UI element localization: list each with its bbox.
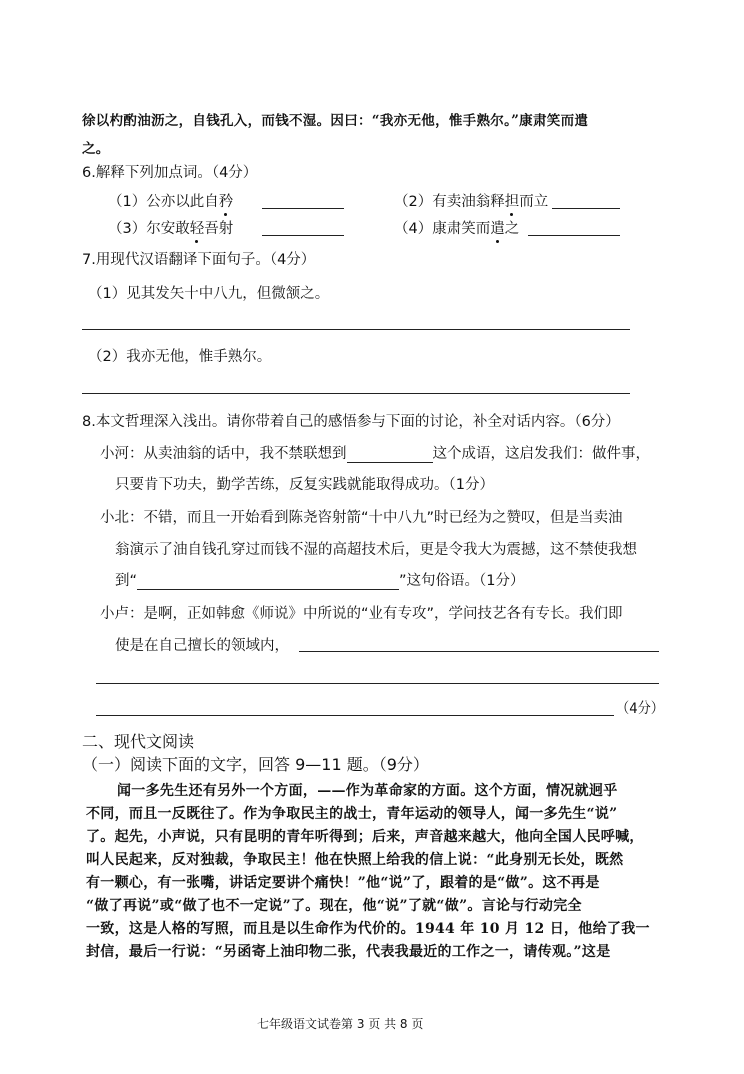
answer-blank[interactable] [137,575,399,590]
item-text: 而立 [519,194,549,210]
passage-line: 叫人民起来，反对独裁，争取民主！他在快照上给我的信上说：“此身别无长处，既然 [86,852,624,868]
answer-blank[interactable] [528,235,620,236]
answer-blank[interactable] [262,208,344,209]
passage-line: 一致，这是人格的写照，而且是以生命作为代价的。1944 年 10 月 12 日，他给了我一 [86,921,650,937]
answer-blank[interactable] [262,235,344,236]
answer-blank[interactable] [552,208,620,209]
answer-line[interactable] [299,651,659,652]
passage-line: 有一颗心，有一张嘴，讲话定要讲个痛快！”他“说”了，跟着的是“做”。这不再是 [86,875,600,891]
passage-line: 了。起先，小声说，只有昆明的青年听得到；后来，声音越来越大，他向全国人民呼喊， [86,829,644,845]
passage-line: 不同，而且一反既往了。作为争取民主的战士，青年运动的领导人，闻一多先生“说” [86,806,618,822]
answer-line[interactable] [82,329,630,330]
dialogue-text: 这个成语，这启发我们：做件事， [432,446,650,462]
answer-line[interactable] [96,683,659,684]
dialogue-text: 翁演示了油自钱孔穿过而钱不湿的高超技术后，更是令我大为震撼，这不禁使我想 [115,542,637,558]
dialogue-text: 使是在自己擅长的领域内， [115,638,289,654]
passage-line: 封信，最后一行说：“另函寄上油印物二张，代表我最近的工作之一，请传观。”这是 [86,944,611,960]
dialogue-text: 只要肯下功夫，勤学苦练，反复实践就能取得成功。（1分） [115,477,494,493]
dialogue-text: 小河：从卖油翁的话中，我不禁联想到 [100,446,347,462]
dialogue-xiaolu: 小卢：是啊，正如韩愈《师说》中所说的“业有专攻”，学问技艺各有专长。我们即 [100,606,623,622]
dotted-word: 矜 [218,194,234,210]
item-text: 吾射 [204,221,234,237]
item-number: （1） [108,194,147,210]
dialogue-text: 到“ [115,573,138,589]
answer-line[interactable] [82,393,630,394]
q6-item-1 [108,193,233,211]
item-number: （4） [394,221,433,237]
dotted-word: 遣 [490,221,505,237]
passage-line: 闻一多先生还有另外一个方面，——作为革命家的方面。这个方面，情况就迥乎 [117,783,618,799]
answer-line[interactable] [96,715,614,716]
item-number: （2） [394,194,433,210]
item-text: 之 [504,221,520,237]
score-label: （4分） [616,701,664,717]
q6-item-3 [108,220,233,238]
question-6-title: 6.解释下列加点词。（4分） [82,165,258,181]
item-text: 公亦以此自 [146,194,219,210]
question-7-title: 7.用现代汉语翻译下面句子。（4分） [82,252,316,268]
item-number: （3） [108,221,147,237]
dotted-word: 担 [504,194,520,210]
question-8-title: 8.本文哲理深入浅出。请你带着自己的感悟参与下面的讨论，补全对话内容。（6分） [82,414,620,430]
section-subtitle: （一）阅读下面的文字，回答 9—11 题。（9分） [82,755,429,774]
item-text: 有卖油翁释 [432,194,505,210]
q7-sentence-2: （2）我亦无他，惟手熟尔。 [88,349,272,365]
answer-blank[interactable] [347,448,433,463]
dotted-word: 轻 [189,221,205,237]
item-text: 康肃笑而 [432,221,491,237]
dialogue-text: ”这句俗语。（1分） [399,573,525,589]
passage-line: “做了再说”或“做了也不一定说”了。现在，他“说”了就“做”。言论与行动完全 [86,898,582,914]
dialogue-xiaobei: 小北：不错，而且一开始看到陈尧咨射箭“十中八九”时已经为之赞叹，但是当卖油 [100,510,623,526]
q6-item-2 [394,193,548,211]
q6-item-4 [394,220,519,238]
item-text: 尔安敢 [146,221,190,237]
passage-line: 徐以杓酌油沥之，自钱孔入，而钱不湿。因曰：“我亦无他，惟手熟尔。”康肃笑而遣 [82,113,589,129]
q7-sentence-1: （1）见其发矢十中八九，但微颔之。 [88,286,330,302]
dialogue-text [115,572,525,590]
section-title: 二、现代文阅读 [82,732,195,751]
dialogue-xiaohe [100,445,650,463]
page-footer: 七年级语文试卷第 3 页 共 8 页 [257,1017,424,1031]
passage-line: 之。 [82,141,110,157]
